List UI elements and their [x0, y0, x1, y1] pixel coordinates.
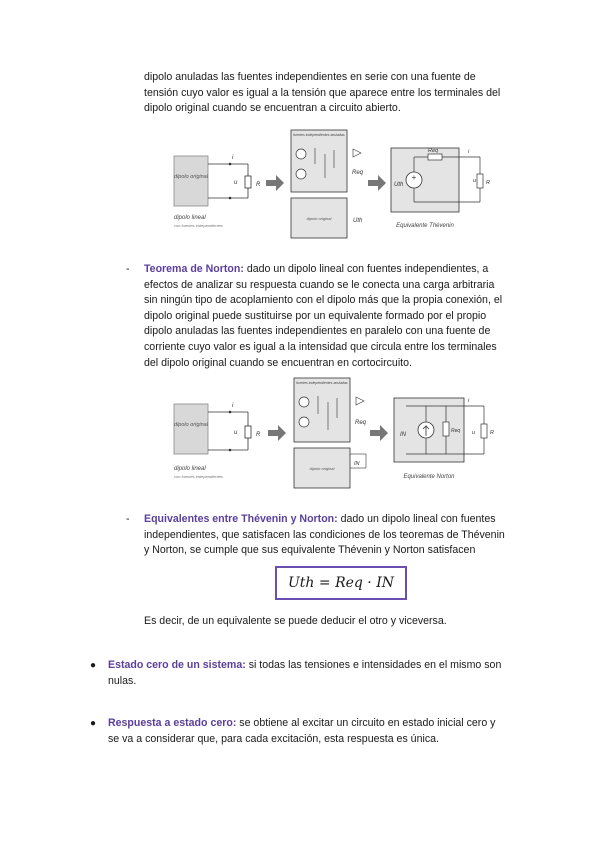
- svg-text:R: R: [486, 180, 490, 186]
- text-line: del dipolo original cuando se encuentran en cortocircuito.: [144, 356, 412, 369]
- u-label: u: [234, 180, 238, 186]
- norton-paragraph: Teorema de Norton: dado un dipolo lineal con fuentes independientes, a efectos de analizar su respuesta cuando se le conecta una carga arbitraria sin ningún tipo de acoplamiento con el dipolo más que la propia conexión, el dipolo original puede sustituirse por un equivalente formado por el propio dipolo anuladas las fuentes independientes en paralelo con una fuente de corriente cuyo valor es igual a la intensidad que circula entre los terminales del dipolo original cuando se encuentran en cortocircuito.: [144, 262, 534, 371]
- zeroed-sources-box: [291, 130, 347, 192]
- svg-text:fuentes independientes anulada: fuentes independientes anuladas: [293, 133, 345, 137]
- svg-text:u: u: [472, 430, 476, 436]
- list-dash: -: [126, 513, 130, 525]
- bullet-icon: ●: [90, 718, 97, 729]
- formula: Uth = Req · IN: [288, 575, 394, 591]
- load-resistor: [245, 176, 251, 188]
- text-line: dipolo anuladas las fuentes independientes en serie con una fuente de: [144, 71, 476, 83]
- text-line: sin ningún tipo de acoplamiento con el dipolo más que la propia conexión, el: [144, 294, 503, 307]
- req-label: Req: [352, 170, 364, 176]
- svg-text:dipolo original: dipolo original: [174, 422, 208, 428]
- svg-text:fuentes independientes anulada: fuentes independientes anuladas: [296, 381, 348, 385]
- arrow-icon: [268, 425, 286, 441]
- dipole-label: dipolo original: [174, 174, 208, 180]
- svg-text:dipolo lineal: dipolo lineal: [174, 466, 206, 472]
- svg-text:Uth: Uth: [394, 182, 404, 188]
- svg-text:IN: IN: [400, 432, 406, 438]
- formula-box: [275, 566, 407, 600]
- svg-text:u: u: [473, 178, 477, 184]
- svg-text:con fuentes independientes: con fuentes independientes: [174, 474, 223, 479]
- svg-text:R: R: [256, 432, 261, 438]
- respuesta-title: Respuesta a estado cero:: [108, 717, 237, 729]
- text-line: dipolo original cuando se encuentran a circuito abierto.: [144, 102, 401, 115]
- text-line: dipolo anuladas las fuentes independientes en paralelo con una fuente de: [144, 325, 491, 338]
- svg-text:Req: Req: [355, 420, 367, 426]
- thevenin-figure: [170, 126, 500, 241]
- svg-text:i: i: [468, 398, 470, 404]
- svg-text:dipolo original: dipolo original: [306, 216, 332, 221]
- svg-text:Req: Req: [428, 148, 439, 154]
- arrow-icon: [266, 175, 284, 191]
- figure-caption: dipolo lineal: [174, 215, 206, 221]
- zeroed-sources-box: [294, 378, 350, 442]
- estado-cero-paragraph: Estado cero de un sistema: si todas las tensiones e intensidades en el mismo son nulas.: [108, 658, 528, 689]
- arrow-icon: [368, 175, 386, 191]
- svg-text:Req: Req: [451, 428, 461, 434]
- text-line: independientes, que satisfacen las condiciones de los teoremas de Thévenin: [144, 528, 505, 541]
- svg-text:u: u: [234, 430, 238, 436]
- text-line: y Norton, se cumple que sus equivalente Thévenin y Norton satisfacen: [144, 544, 476, 557]
- figure-subcaption: con fuentes independientes: [174, 223, 223, 228]
- svg-text:dipolo original: dipolo original: [309, 466, 335, 471]
- svg-text:i: i: [232, 403, 234, 409]
- R-label: R: [256, 182, 261, 188]
- respuesta-paragraph: Respuesta a estado cero: se obtiene al excitar un circuito en estado inicial cero y se va a considerar que, para cada excitación, esta respuesta es única.: [108, 716, 528, 747]
- dipole-box: [174, 404, 208, 454]
- svg-text:R: R: [490, 430, 494, 436]
- norton-title: Teorema de Norton:: [144, 263, 244, 275]
- equivalentes-title: Equivalentes entre Thévenin y Norton:: [144, 513, 338, 525]
- list-dash: -: [126, 263, 130, 275]
- equiv-caption: Equivalente Thévenin: [396, 223, 454, 229]
- svg-text:IN: IN: [354, 461, 360, 467]
- arrow-icon: [370, 425, 388, 441]
- text-line: se va a considerar que, para cada excitación, esta respuesta es única.: [108, 732, 439, 745]
- svg-text:i: i: [468, 149, 470, 155]
- thevenin-equivalent-box: [391, 148, 459, 212]
- intro-paragraph: [144, 70, 524, 117]
- uth-label: Uth: [353, 218, 363, 224]
- text-line: efectos de analizar su respuesta cuando se le conecta una carga arbitraria: [144, 278, 495, 291]
- text-line: dipolo original puede sustituirse por un equivalente formado por el propio: [144, 309, 487, 322]
- bullet-icon: ●: [90, 660, 97, 671]
- equivalentes-conclusion: Es decir, de un equivalente se puede deducir el otro y viceversa.: [144, 615, 447, 627]
- equivalentes-paragraph: Equivalentes entre Thévenin y Norton: dado un dipolo lineal con fuentes independientes, que satisfacen las condiciones de los teoremas de Thévenin y Norton, se cumple que sus equivalente Thévenin y Norton satisfacen: [144, 512, 534, 559]
- dipole-box: [174, 156, 208, 206]
- text-line: nulas.: [108, 674, 137, 687]
- text-line: corriente cuyo valor es igual a la intensidad que circula entre los terminales: [144, 340, 497, 353]
- equiv-caption: Equivalente Norton: [403, 474, 455, 480]
- estado-cero-title: Estado cero de un sistema:: [108, 659, 246, 671]
- text-line: tensión cuyo valor es igual a la tensión que aparece entre los terminales del: [144, 86, 501, 99]
- norton-figure: [170, 374, 500, 492]
- load-resistor: [245, 426, 251, 438]
- svg-text:+: +: [411, 173, 417, 182]
- i-label: i: [232, 155, 234, 161]
